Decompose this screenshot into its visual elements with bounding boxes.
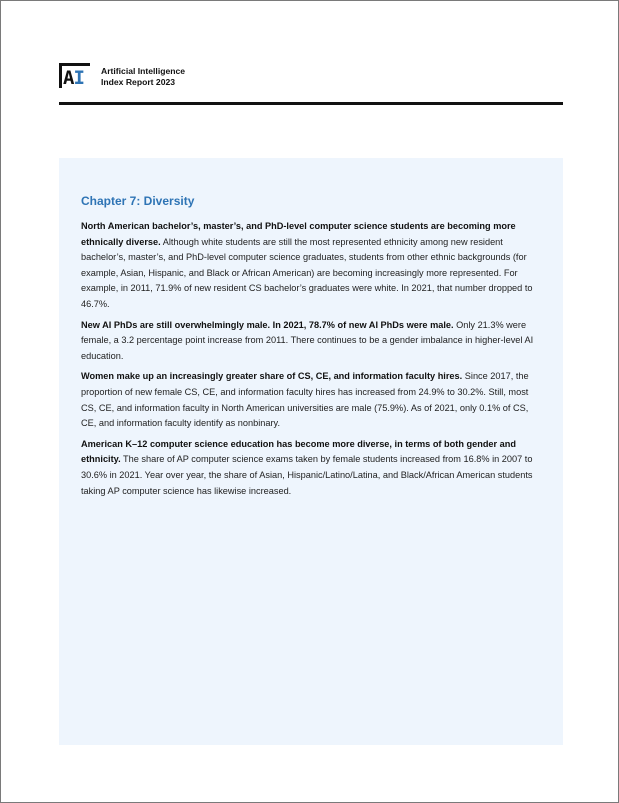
highlight-paragraph [81,318,543,365]
highlight-lead: New AI PhDs are still overwhelmingly male. In 2021, 78.7% of new AI PhDs were male. [81,319,454,330]
logo-letter-i: I [73,67,84,89]
ai-logo-icon [59,63,93,90]
highlight-lead: Women make up an increasingly greater share of CS, CE, and information faculty hires. [81,371,463,382]
chapter-title: Chapter 7: Diversity [81,194,195,208]
header-divider [59,102,563,105]
highlight-body: Only 21.3% were female, a 3.2 percentage point increase from 2011. There continues to be a gender imbalance in higher-level AI education. [81,319,534,361]
report-name [101,66,185,87]
highlight-paragraph [81,437,543,499]
highlight-body: The share of AP computer science exams taken by female students increased from 16.8% in 2007 to 30.6% in 2021. Year over year, the share of Asian, Hispanic/Latino/Latina, and Black/African American students taking AP computer science has likewise increased. [81,454,533,496]
highlight-body: Although white students are still the most represented ethnicity among new resident bachelor’s, master’s, and PhD-level computer science graduates, students from other ethnic backgrounds (for example, Asian, Hispanic, and Black or African American) are becoming increasingly more represented. For example, in 2011, 71.9% of new resident CS bachelor’s graduates were white. In 2021, that number dropped to 46.7%. [81,236,533,309]
logo-letter-a: A [63,67,74,89]
report-name-line1: Artificial Intelligence [101,66,186,76]
highlight-paragraph [81,369,543,431]
highlight-body: Since 2017, the proportion of new female CS, CE, and information faculty hires has increased from 24.9% to 30.2%. Still, most CS, CE, and information faculty in North American universities are male (75.9%). As of 2021, only 0.1% of CS, CE, and information faculty identify as nonbinary. [81,371,529,429]
highlight-lead: North American bachelor’s, master’s, and PhD-level computer science students are becoming more ethnically diverse. [81,221,516,247]
highlight-lead: American K–12 computer science education has become more diverse, in terms of both gender and ethnicity. [81,438,517,465]
report-name-line2: Index Report 2023 [101,76,176,87]
ai-index-logo [59,63,185,90]
highlight-paragraph [81,219,543,313]
highlights-content [81,193,543,504]
logo-letters [63,69,84,88]
